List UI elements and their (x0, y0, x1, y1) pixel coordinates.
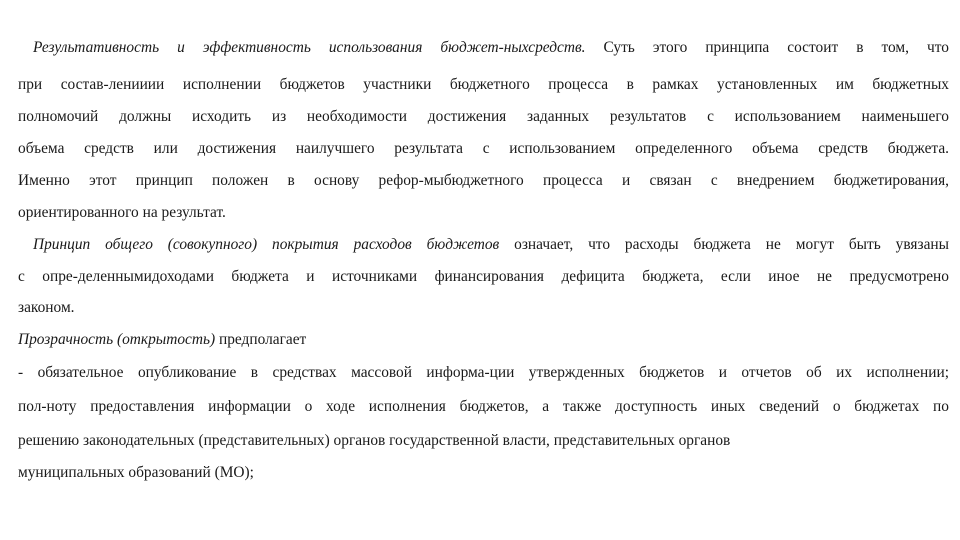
paragraph-2-line-2: с опре-деленнымидоходами бюджета и источниками финансирования дефицита бюджета, если иное не предусмотрено (18, 268, 949, 285)
paragraph-1-line-4: объема средств или достижения наилучшего результата с использованием определенного объема средств бюджета. (18, 140, 949, 157)
paragraph-2-line-1-text: означает, что расходы бюджета не могут быть увязаны (499, 236, 949, 253)
paragraph-1-term: Результативность и эффективность использования бюджет-ныхсредств. (33, 39, 586, 56)
paragraph-3-line-1 (18, 330, 949, 350)
paragraph-1-line-2: при состав-ленииии исполнении бюджетов участники бюджетного процесса в рамках установленных им бюджетных (18, 76, 949, 93)
paragraph-1-line-3: полномочий должны исходить из необходимости достижения заданных результатов с использованием наименьшего (18, 108, 949, 125)
paragraph-3-line-4: решению законодательных (представительных) органов государственной власти, представительных органов (18, 432, 731, 449)
paragraph-2-line-1 (33, 235, 949, 255)
paragraph-2-line-3: законом. (18, 299, 75, 316)
paragraph-3-line-3: пол-ноту предоставления информации о ходе исполнения бюджетов, а также доступность иных сведений о бюджетах по (18, 398, 949, 415)
paragraph-1-line-1 (33, 38, 949, 58)
paragraph-1-line-6: ориентированного на результат. (18, 204, 226, 221)
paragraph-3-term: Прозрачность (открытость) (18, 331, 216, 348)
paragraph-3-line-5: муниципальных образований (МО); (18, 464, 254, 481)
paragraph-2-term: Принцип общего (совокупного) покрытия расходов бюджетов (33, 236, 500, 253)
paragraph-1-line-5: Именно этот принцип положен в основу рефор-мыбюджетного процесса и связан с внедрением бюджетирования, (18, 172, 949, 189)
paragraph-3-line-2: - обязательное опубликование в средствах массовой информа-ции утвержденных бюджетов и отчетов об их исполнении; (18, 364, 949, 381)
paragraph-3-line-1-text: предполагает (215, 331, 307, 348)
paragraph-1-line-1-text: Суть этого принципа состоит в том, что (585, 39, 949, 56)
